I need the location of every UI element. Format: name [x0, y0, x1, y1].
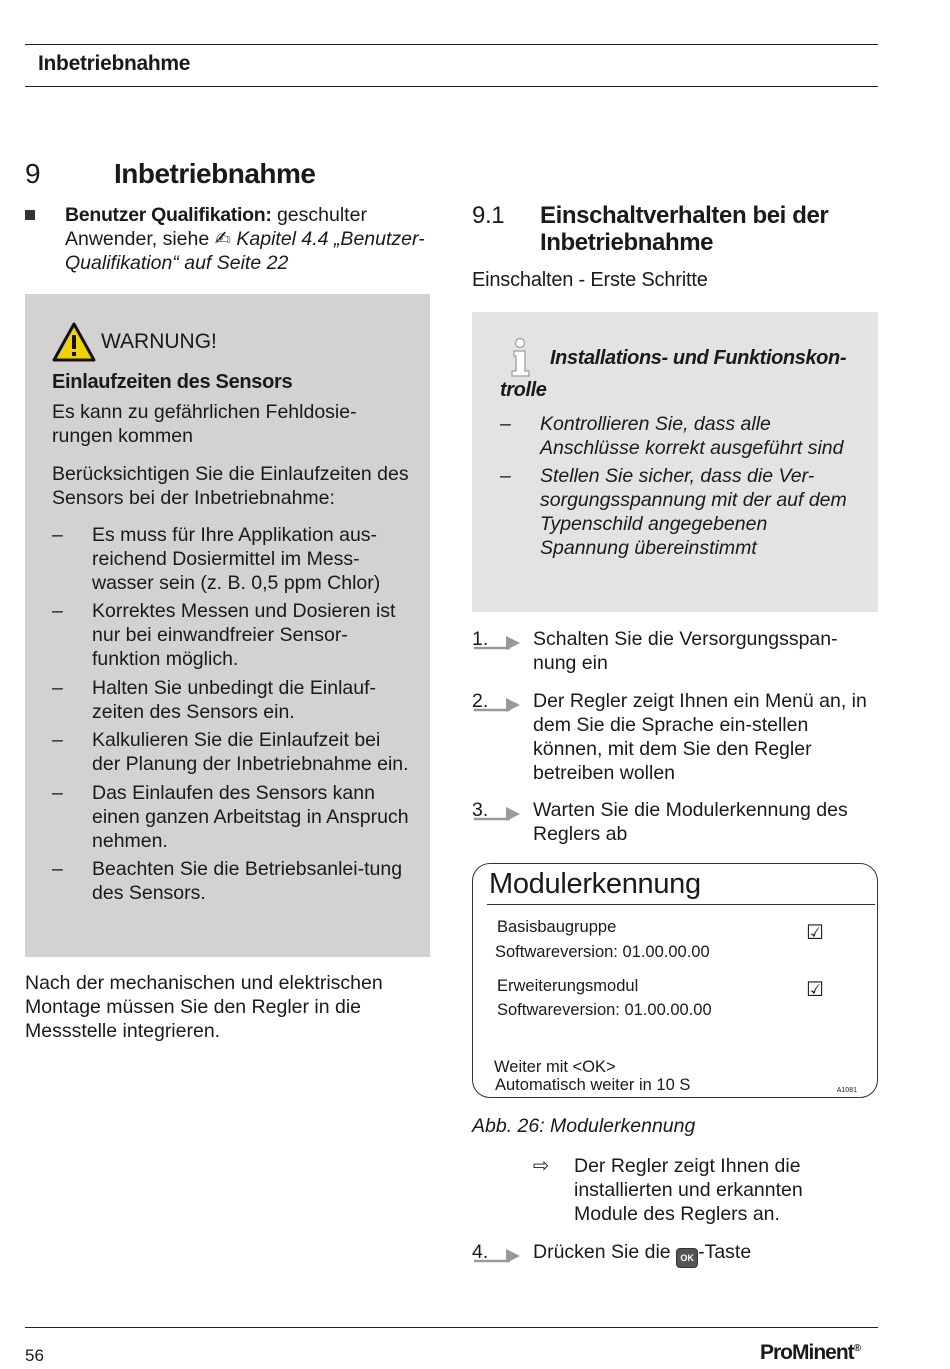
step-result — [533, 1154, 853, 1226]
footer-rule — [25, 1327, 878, 1328]
warning-triangle-icon — [52, 322, 96, 362]
warning-box — [25, 294, 430, 957]
page-number: 56 — [25, 1346, 44, 1365]
prominent-logo: ProMinent® — [760, 1341, 862, 1364]
module-2-software-version: Softwareversion: 01.00.00.00 — [497, 1001, 712, 1019]
step-text-suffix: -Taste — [698, 1241, 752, 1263]
section-title: Einschaltverhalten bei der Inbetriebnahme — [540, 202, 829, 256]
qualification-label: Benutzer Qualifikation: — [65, 204, 272, 226]
step-text: Drücken Sie die — [533, 1241, 677, 1263]
hand-pointer-icon: ✍ — [214, 228, 231, 250]
integration-paragraph: Nach der mechanischen und elektrischen Montage müssen Sie den Regler in die Messstelle integrieren. — [25, 972, 383, 1042]
qualification-text: geschulter Anwender, siehe — [65, 204, 367, 250]
square-bullet-icon — [25, 210, 35, 220]
list-item: – Es muss für Ihre Applikation aus-reichend Dosiermittel im Mess-wasser sein (z. B. 0,5 ppm Chlor) — [52, 524, 381, 594]
list-item: – Beachten Sie die Betriebsanlei-tung des Sensors. — [52, 858, 403, 905]
warning-heading — [52, 322, 412, 362]
chapter-title: Inbetriebnahme — [114, 158, 316, 189]
qualification-bullet — [25, 203, 430, 275]
warning-list — [52, 524, 412, 906]
warning-instruction: Berücksichtigen Sie die Einlaufzeiten des Sensors bei der Inbetriebnahme: — [52, 463, 409, 509]
info-list — [500, 412, 858, 560]
section-number: 9.1 — [472, 202, 505, 229]
list-item: – Stellen Sie sicher, dass die Ver-sorgungsspannung mit der auf dem Typenschild angegebenen Spannung übereinstimmt — [500, 465, 847, 559]
continue-hint: Weiter mit <OK> — [494, 1058, 616, 1076]
step-2 — [472, 689, 878, 785]
figure-caption: Abb. 26: Modulerkennung — [472, 1115, 696, 1137]
step-number: 3. — [472, 798, 522, 822]
step-number: 2. — [472, 689, 522, 713]
qualification-link[interactable]: Kapitel 4.4 „Benutzer-Qualifikation“ auf Seite 22 — [65, 228, 425, 274]
module-2-check-icon: ☑ — [806, 979, 824, 1001]
module-1-name: Basisbaugruppe — [497, 918, 617, 936]
step-number: 4. — [472, 1240, 522, 1264]
chapter-number: 9 — [25, 158, 41, 189]
warning-consequence: Es kann zu gefährlichen Fehldosie-rungen kommen — [52, 401, 357, 447]
screen-title-underline — [487, 904, 875, 905]
step-text: Der Regler zeigt Ihnen ein Menü an, in dem Sie die Sprache ein-stellen können, mit dem Sie den Regler betreiben wollen — [533, 690, 867, 784]
chapter-heading — [25, 158, 315, 190]
warning-signal-word: WARNUNG! — [101, 330, 217, 353]
step-3 — [472, 798, 878, 846]
list-item: – Kalkulieren Sie die Einlaufzeit bei der Planung der Inbetriebnahme ein. — [52, 729, 409, 776]
section-heading — [472, 202, 878, 256]
module-detection-screen — [472, 863, 878, 1098]
info-title: Installations- und Funktionskon-trolle — [500, 347, 847, 401]
list-item: – Das Einlaufen des Sensors kann einen ganzen Arbeitstag in Anspruch nehmen. — [52, 781, 409, 852]
auto-continue-hint: Automatisch weiter in 10 S — [495, 1076, 691, 1094]
module-1-check-icon: ☑ — [806, 922, 824, 944]
module-1-software-version: Softwareversion: 01.00.00.00 — [495, 943, 710, 961]
module-2-name: Erweiterungsmodul — [497, 977, 639, 995]
info-i-icon — [508, 338, 538, 378]
result-text: Der Regler zeigt Ihnen die installierten und erkannten Module des Reglers an. — [574, 1155, 803, 1225]
info-box — [472, 312, 878, 612]
header-top-rule — [25, 44, 878, 45]
step-text: Warten Sie die Modulerkennung des Reglers ab — [533, 799, 848, 845]
step-1 — [472, 627, 878, 675]
result-arrow-icon: ⇨ — [533, 1155, 550, 1177]
list-item: – Korrektes Messen und Dosieren ist nur bei einwandfreier Sensor-funktion möglich. — [52, 600, 396, 670]
list-item: – Kontrollieren Sie, dass alle Anschlüsse korrekt ausgeführt sind — [500, 413, 844, 459]
header-bottom-rule — [25, 86, 878, 87]
running-header-title: Inbetriebnahme — [38, 52, 191, 75]
step-number: 1. — [472, 627, 522, 651]
step-4 — [472, 1240, 878, 1268]
figure-code: A1081 — [836, 1087, 857, 1094]
ok-key-icon: OK — [676, 1248, 698, 1268]
list-item: – Halten Sie unbedingt die Einlauf-zeiten des Sensors ein. — [52, 676, 377, 723]
step-text: Schalten Sie die Versorgungsspan-nung ein — [533, 628, 838, 674]
subsection-title: Einschalten - Erste Schritte — [472, 269, 708, 291]
info-heading — [500, 342, 858, 406]
warning-title: Einlaufzeiten des Sensors — [52, 371, 293, 393]
screen-title: Modulerkennung — [489, 868, 701, 900]
